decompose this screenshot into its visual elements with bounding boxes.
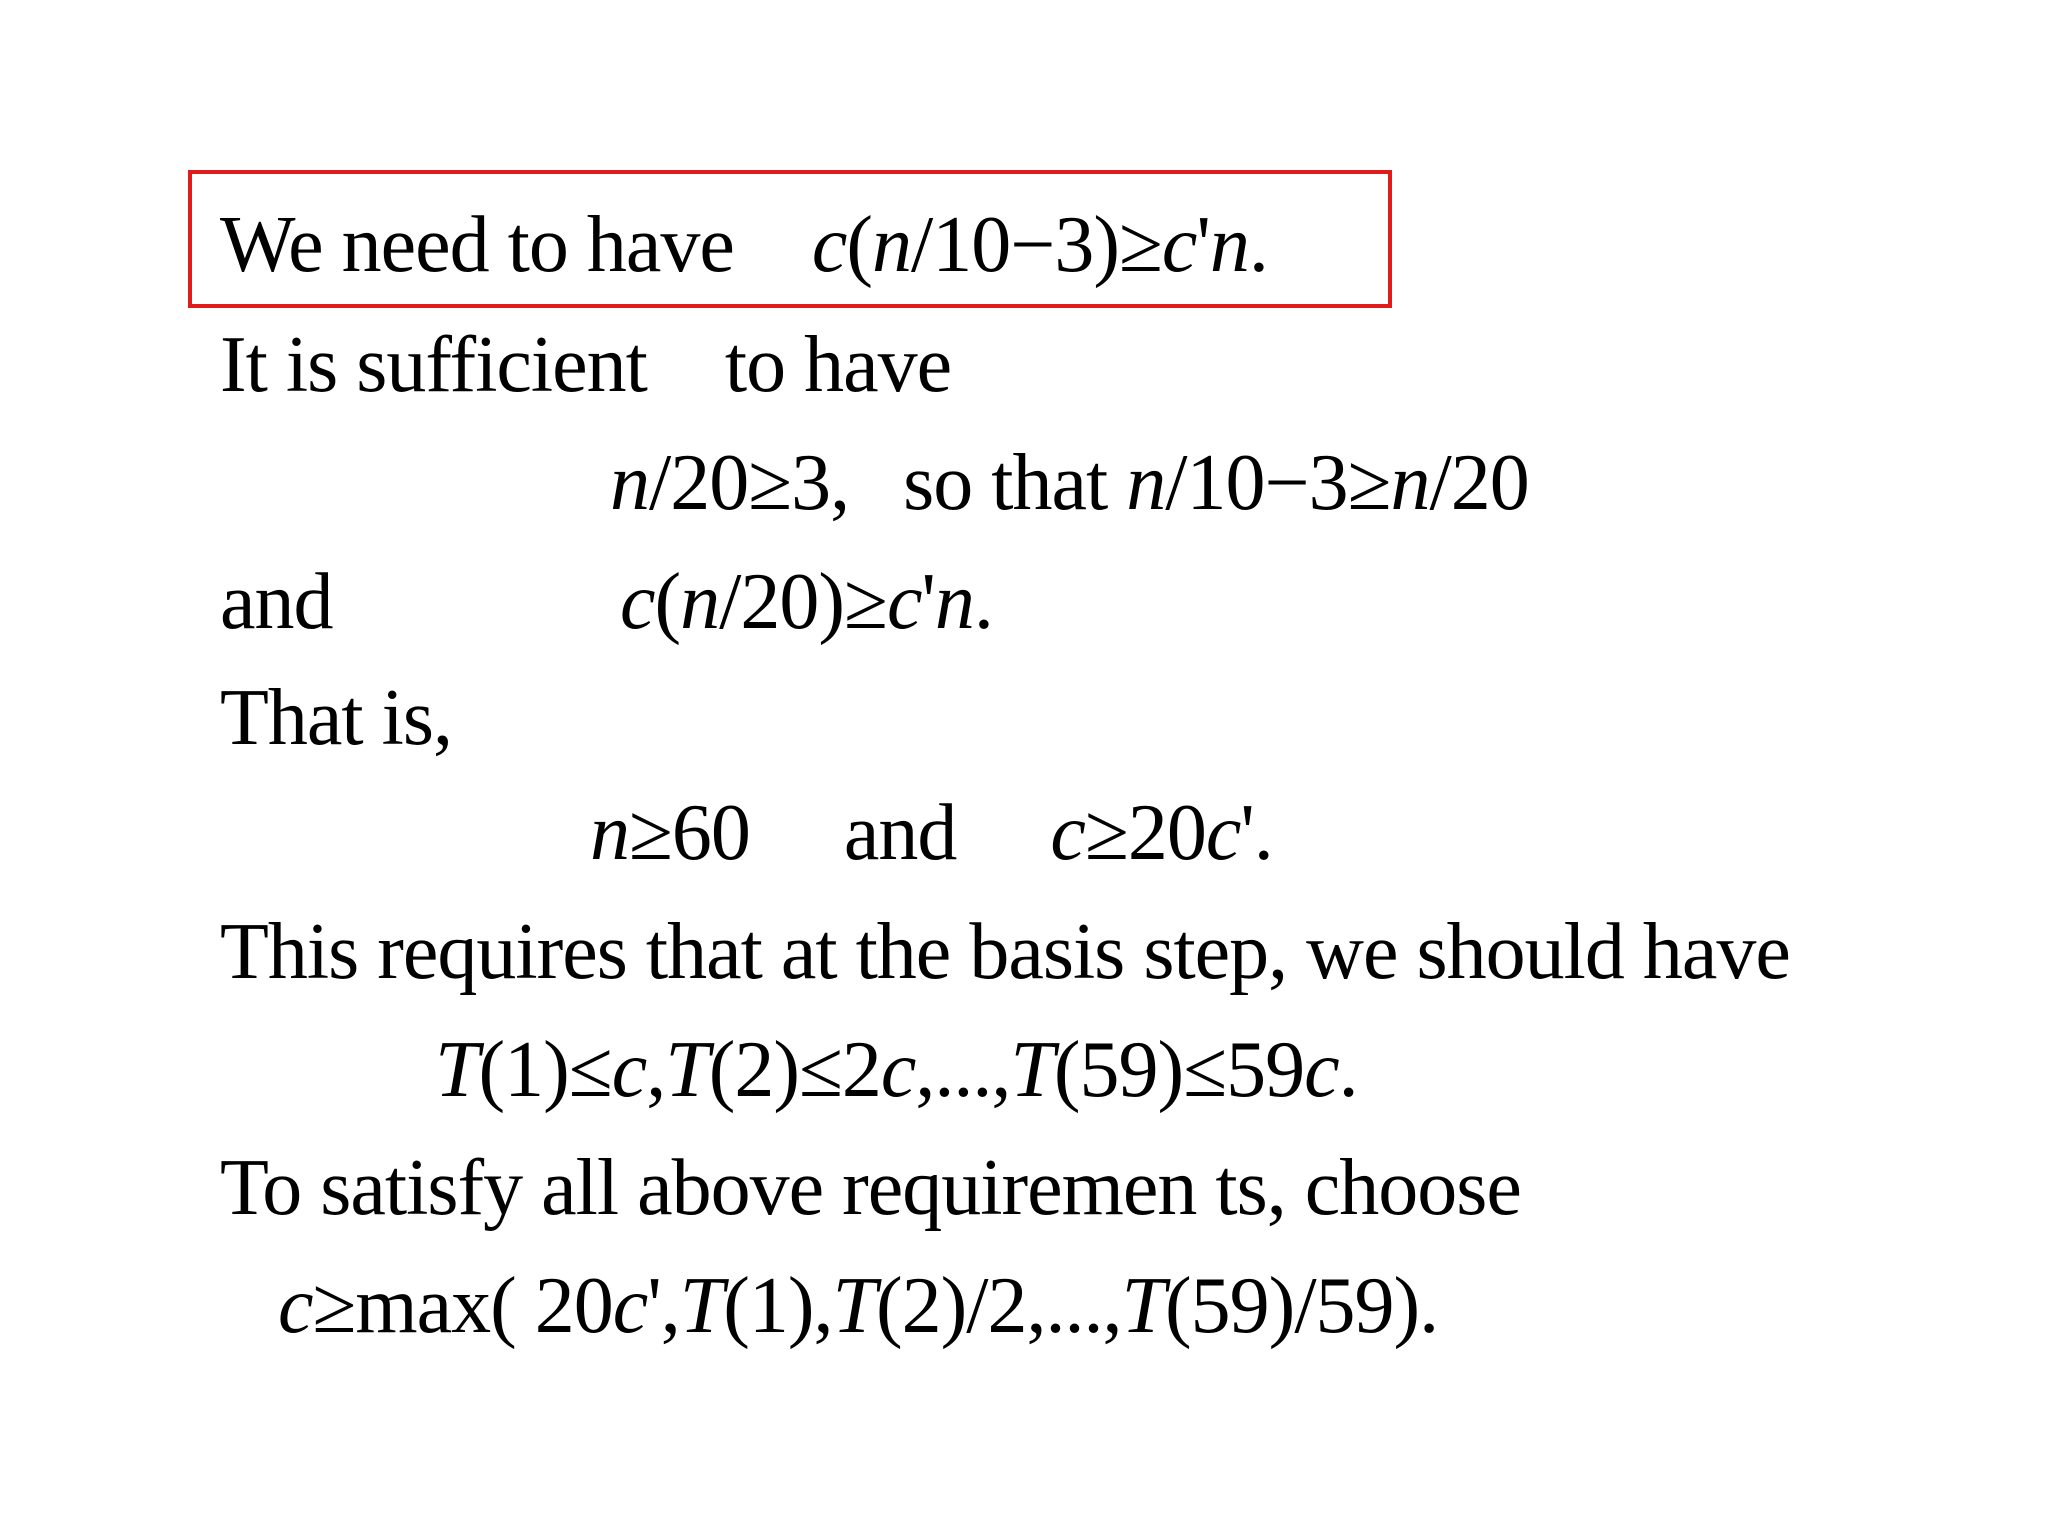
period: .: [973, 558, 993, 646]
paren-open: (: [846, 201, 873, 289]
var-c: c: [620, 558, 655, 646]
var-n: n: [680, 558, 720, 646]
var-c: c: [278, 1262, 313, 1350]
paren-open: (: [654, 558, 681, 646]
var-n: n: [934, 558, 974, 646]
comma: ,: [646, 1026, 666, 1114]
var-n: n: [610, 439, 649, 527]
and-text: and: [220, 558, 333, 646]
var-c-prime: c: [1161, 201, 1197, 289]
expr-part: (2)≤2: [708, 1026, 881, 1114]
var-n: n: [590, 789, 629, 877]
var-c: c: [811, 201, 847, 289]
var-c: c: [880, 1026, 916, 1114]
expr-part: ≥60: [629, 789, 750, 877]
var-c-prime: c: [886, 558, 922, 646]
line-need-to-have: [220, 201, 1268, 289]
requires-text: This requires that at the basis step, we should have: [220, 908, 1790, 996]
line-sufficient: [220, 321, 952, 409]
expr-part: (1)≤: [478, 1026, 612, 1114]
expr-part: (2)/2,...,: [876, 1262, 1122, 1350]
that-is-text: That is,: [220, 674, 452, 762]
and-text: and: [843, 789, 957, 877]
expr-part: (59)/59).: [1165, 1262, 1439, 1350]
expr-part: ≥max( 20: [312, 1262, 613, 1350]
expr-part: ',: [647, 1262, 680, 1350]
line-requires: [220, 908, 1790, 996]
expr-part: /10−3≥: [1165, 439, 1391, 527]
line-n-ge-60: [590, 789, 1273, 877]
var-n: n: [872, 201, 912, 289]
var-c: c: [611, 1026, 647, 1114]
line-that-is: [220, 674, 452, 762]
period: .: [1338, 1026, 1358, 1114]
var-n: n: [1390, 439, 1430, 527]
expr-part: /20≥3,: [649, 439, 850, 527]
so-that-text: so that: [903, 439, 1108, 527]
satisfy-text: To satisfy all above requiremen ts, choose: [220, 1144, 1521, 1232]
expr-part: /10−3)≥: [911, 201, 1162, 289]
expr-part: (59)≤59: [1053, 1026, 1305, 1114]
line1-text: We need to have: [220, 201, 734, 289]
expr-part: ,...,: [915, 1026, 1011, 1114]
prime-mark: ': [921, 558, 935, 646]
line-n-over-20: [610, 439, 1529, 527]
expr-part: ≥20: [1084, 789, 1206, 877]
expr-part: /20: [1429, 439, 1529, 527]
var-T: T: [1010, 1026, 1054, 1114]
expr-part: /20)≥: [719, 558, 887, 646]
line2-text1: It is sufficient: [220, 321, 647, 409]
var-c: c: [1205, 789, 1241, 877]
line-basis-values: [435, 1026, 1358, 1114]
var-T: T: [665, 1026, 709, 1114]
var-n: n: [1126, 439, 1166, 527]
prime-period: '.: [1240, 789, 1273, 877]
line2-text2: to have: [724, 321, 952, 409]
period: .: [1248, 201, 1268, 289]
var-T: T: [1121, 1262, 1166, 1350]
prime-mark: ': [1196, 201, 1210, 289]
var-T: T: [832, 1262, 877, 1350]
expr-part: (1),: [723, 1262, 833, 1350]
var-T: T: [679, 1262, 724, 1350]
var-T: T: [435, 1026, 479, 1114]
line-and-math: [620, 558, 993, 646]
var-c: c: [1050, 789, 1085, 877]
line-choose-c: [278, 1262, 1439, 1350]
var-c: c: [1304, 1026, 1339, 1114]
var-n: n: [1209, 201, 1249, 289]
var-c: c: [612, 1262, 648, 1350]
line-and: [220, 558, 333, 646]
line-satisfy: [220, 1144, 1521, 1232]
